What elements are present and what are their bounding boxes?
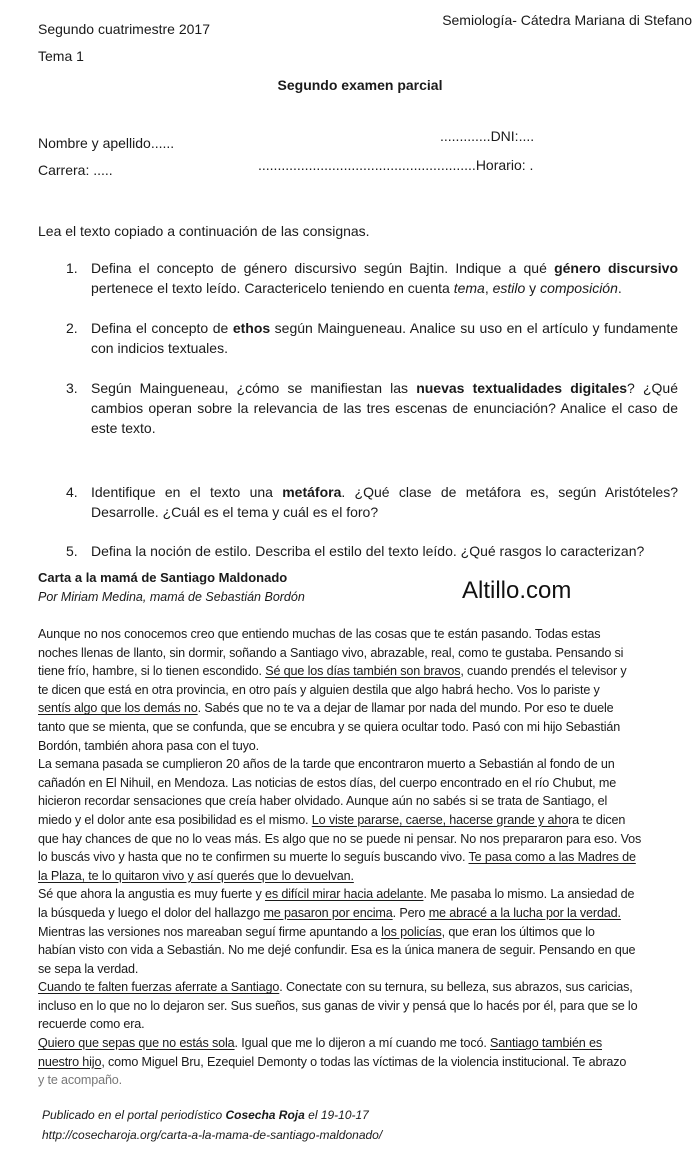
question-text (91, 541, 678, 561)
letter-line (38, 644, 688, 663)
schedule-field: ........................................................Horario: . (258, 157, 534, 173)
text-segment: Según Maingueneau, ¿cómo se manifiestan las (91, 380, 417, 396)
course-label: Semiología- Cátedra Mariana di Stefano (442, 12, 692, 28)
letter-line (38, 811, 688, 830)
question-number: 5. (66, 543, 78, 559)
letter-line (38, 978, 688, 997)
letter-body (38, 625, 688, 1090)
underlined-phrase: nuestro hijo (38, 1054, 102, 1069)
question-number: 4. (66, 484, 78, 500)
text-segment: Defina el concepto de (91, 320, 233, 336)
underlined-phrase: sentís algo que los demás no (38, 701, 198, 716)
text-segment: , que eran los últimos que lo (441, 924, 595, 939)
text-segment: , como Miguel Bru, Ezequiel Demonty o todas las víctimas de la violencia institucional. Te abrazo (101, 1054, 627, 1069)
bold-term: ethos (232, 320, 271, 336)
name-field: Nombre y apellido...... (38, 135, 175, 151)
text-segment: lo buscás vivo y hasta que no te confirmen su muerte lo seguís buscando vivo. (38, 850, 469, 865)
letter-line (38, 923, 688, 942)
text-segment: que hay chances de que no lo veas más. Es algo que no se puede ni pensar. No nos prepararon para eso. Vos (38, 831, 642, 846)
text-segment: miedo y el dolor ante esa posibilidad es el mismo. (38, 812, 312, 827)
text-segment: y te acompaño. (38, 1073, 123, 1088)
underlined-phrase: Cuando te falten fuerzas aferrate a Santiago (38, 980, 280, 995)
question-text (91, 482, 678, 522)
source-link-row (42, 1128, 382, 1142)
letter-line (38, 1071, 688, 1090)
text-segment: tanto que se mienta, que se confunda, que se encubra y se quiera ocultar todo. Pasó con mi hijo Sebastián (38, 719, 621, 734)
text-segment: recuerde como era. (38, 1017, 145, 1032)
topic-label: Tema 1 (38, 48, 84, 64)
letter-line (38, 699, 688, 718)
text-segment: Bordón, también ahora pasa con el tuyo. (38, 738, 259, 753)
text-segment: La semana pasada se cumplieron 20 años de la tarde que encontraron muerto a Sebastián al fondo de un (38, 757, 615, 772)
text-segment: ? ¿Qué cambios operan sobre la relevancia de las tres escenas de enunciación? Analice el caso de este texto. (91, 380, 678, 436)
text-segment: y (525, 280, 541, 296)
term-label: Segundo cuatrimestre 2017 (38, 21, 210, 37)
text-segment: se sepa la verdad. (38, 961, 139, 976)
underlined-phrase: Lo viste pararse, caerse, hacerse grande y aho (311, 812, 569, 827)
letter-line (38, 997, 688, 1016)
text-segment: ra te dicen (568, 812, 626, 827)
text-segment: . Pero (392, 905, 429, 920)
text-segment: , cuando prendés el televisor y (460, 664, 627, 679)
text-segment: . Sabés que no te va a dejar de llamar por nada del mundo. Por eso te duele (197, 701, 614, 716)
text-segment: habían visto con vida a Sebastián. No me dejé confundir. Esa es la única manera de seguir. Pensando en que (38, 943, 636, 958)
question-item (66, 318, 678, 358)
letter-line (38, 885, 688, 904)
letter-line (38, 941, 688, 960)
letter-line (38, 830, 688, 849)
underlined-phrase: me pasaron por encima (263, 905, 393, 920)
text-segment: Aunque no nos conocemos creo que entiendo muchas de las cosas que te están pasando. Todas estas (38, 627, 601, 641)
question-number: 1. (66, 260, 78, 276)
text-segment: . ¿Qué clase de metáfora es, según Aristóteles? Desarrolle. ¿Cuál es el tema y cuál es el foro? (91, 484, 678, 520)
letter-line (38, 718, 688, 737)
letter-line (38, 1015, 688, 1034)
portal-name: Cosecha Roja (225, 1108, 305, 1122)
letter-title: Carta a la mamá de Santiago Maldonado (38, 570, 288, 585)
italic-term: tema (453, 280, 485, 296)
publication-date: el 19-10-17 (304, 1108, 369, 1122)
text-segment: según Maingueneau. Analice su uso en el artículo y fundamente con indicios textuales. (91, 320, 678, 356)
text-segment: cañadón en El Nihuil, en Mendoza. Las noticias de estos días, del cuerpo encontrado en el río Chubut, me (38, 775, 617, 790)
exam-title: Segundo examen parcial (277, 77, 443, 93)
text-segment: . Conectate con su ternura, su belleza, sus abrazos, sus caricias, (279, 980, 633, 995)
italic-term: estilo (492, 280, 526, 296)
text-segment: la búsqueda y luego el dolor del hallazgo (38, 905, 264, 920)
letter-author: Por Miriam Medina, mamá de Sebastián Bordón (38, 590, 305, 604)
text-segment: noches llenas de llanto, sin dormir, soñando a Santiago vivo, abrazable, real, como te gustaba. Pensando si (38, 645, 624, 660)
text-segment: tiene frío, hambre, si lo tienen escondido. (38, 664, 266, 679)
question-item (66, 378, 678, 438)
text-segment: , (484, 280, 493, 296)
text-segment: te dicen que está en otra provincia, en otro país y alguien destila que algo habrá hecho. Vos lo pariste y (38, 682, 600, 697)
underlined-phrase: la Plaza, te lo quitaron vivo y así querés que lo devuelvan. (38, 868, 354, 883)
letter-line (38, 867, 688, 886)
underlined-phrase: los policías (381, 924, 442, 939)
bold-term: metáfora (282, 484, 342, 500)
dni-field: .............DNI:.... (440, 128, 535, 144)
text-segment: Mientras las versiones nos mareaban seguí firme apuntando a (38, 924, 382, 939)
text-segment: . (617, 280, 622, 296)
publication-note (42, 1108, 369, 1122)
question-item (66, 482, 678, 522)
watermark-logo: Altillo.com (462, 577, 572, 604)
question-text (91, 318, 678, 358)
letter-line (38, 755, 688, 774)
text-segment: . Me pasaba lo mismo. La ansiedad de (423, 887, 635, 902)
underlined-phrase: Te pasa como a las Madres de (468, 850, 636, 865)
bold-term: género discursivo (554, 260, 678, 276)
letter-line (38, 904, 688, 923)
letter-line (38, 1053, 688, 1072)
letter-line (38, 848, 688, 867)
letter-line (38, 960, 688, 979)
text-segment: hicieron recordar sensaciones que creía haber olvidado. Aunque aún no sabés si se trata de Santiago, el (38, 794, 608, 809)
underlined-phrase: Santiago también es (490, 1036, 603, 1051)
letter-line (38, 625, 688, 644)
career-field: Carrera: ..... (38, 162, 113, 178)
text-segment: incluso en lo que no lo dejaron ser. Sus sueños, sus ganas de vivir y pensá que lo hacés por él, para que se lo (38, 998, 638, 1013)
text-segment: Sé que ahora la angustia es muy fuerte y (38, 887, 265, 902)
question-item (66, 258, 678, 298)
question-text (91, 258, 678, 298)
underlined-phrase: Sé que los días también son bravos (265, 664, 461, 679)
letter-line (38, 774, 688, 793)
letter-line (38, 681, 688, 700)
letter-line (38, 792, 688, 811)
italic-term: composición (540, 280, 618, 296)
question-number: 3. (66, 380, 78, 396)
letter-line (38, 737, 688, 756)
text-segment: Identifique en el texto una (91, 484, 283, 500)
question-item (66, 541, 678, 561)
question-number: 2. (66, 320, 78, 336)
text-segment: Defina la noción de estilo. Describa el estilo del texto leído. ¿Qué rasgos lo caracterizan? (91, 543, 645, 559)
bold-term: nuevas textualidades digitales (416, 380, 628, 396)
underlined-phrase: es difícil mirar hacia adelante (264, 887, 424, 902)
underlined-phrase: Quiero que sepas que no estás sola (38, 1036, 235, 1051)
text-segment: . Igual que me lo dijeron a mí cuando me tocó. (234, 1036, 491, 1051)
question-text (91, 378, 678, 438)
underlined-phrase: me abracé a la lucha por la verdad. (428, 905, 621, 920)
text-segment: Defina el concepto de género discursivo según Bajtin. Indique a qué (91, 260, 555, 276)
letter-line (38, 1034, 688, 1053)
letter-line (38, 662, 688, 681)
instructions: Lea el texto copiado a continuación de las consignas. (38, 223, 370, 239)
published-text: Publicado en el portal periodístico (42, 1108, 226, 1122)
source-link[interactable]: http://cosecharoja.org/carta-a-la-mama-de-santiago-maldonado/ (42, 1128, 383, 1142)
text-segment: pertenece el texto leído. Caractericelo teniendo en cuenta (91, 280, 454, 296)
